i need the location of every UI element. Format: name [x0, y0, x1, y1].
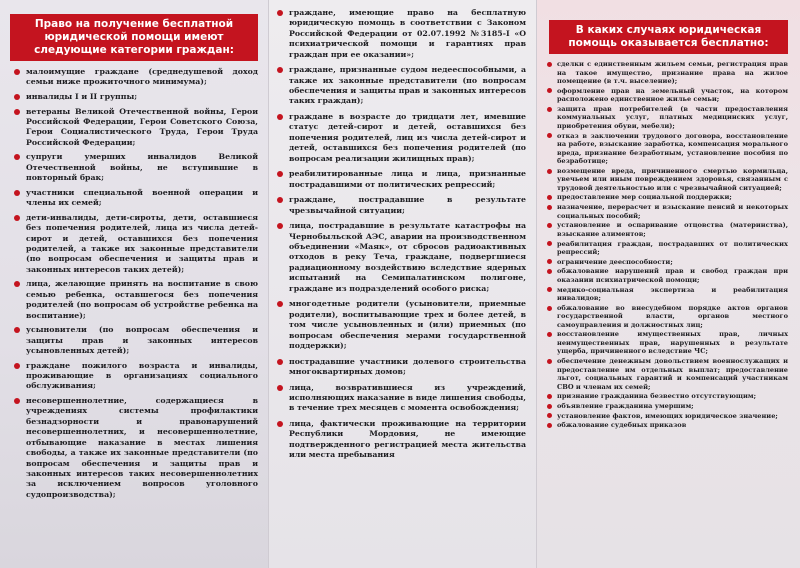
- list-item: восстановление имущественных прав, личных неимущественных прав, нарушенных в результате ущерба, причиненного вследствие ЧС;: [547, 330, 788, 356]
- list-item: пострадавшие участники долевого строительства многоквартирных домов;: [277, 357, 526, 378]
- bullet-icon: [277, 421, 283, 427]
- list-item: возмещение вреда, причиненного смертью кормильца, увечьем или иным повреждением здоровья, связанным с трудовой деятельностью или с чрезвычайной ситуацией;: [547, 167, 788, 193]
- list-item: предоставление мер социальной поддержки;: [547, 193, 788, 202]
- bullet-icon: [14, 363, 20, 369]
- bullet-icon: [547, 169, 552, 174]
- list-item: лица, пострадавшие в результате катастрофы на Чернобыльской АЭС, аварии на производственном объединении «Маяк», от сбросов радиоактивных отходов в реку Теча, граждане, подвергшиеся радиационному воздействию вследствие ядерных испытаний на Семипалатинском полигоне, граждане из подразделений особого риска;: [277, 221, 526, 294]
- list-item: усыновители (по вопросам обеспечения и защиты прав и законных интересов усыновленных детей);: [14, 325, 258, 356]
- list-item: реабилитация граждан, пострадавших от политических репрессий;: [547, 240, 788, 257]
- list-item: сделки с единственным жильем семьи, регистрация прав на такое имущество, признание права на жилое помещение (в т.ч. выселение);: [547, 60, 788, 86]
- list-item: граждане в возрасте до тридцати лет, имевшие статус детей-сирот и детей, оставшихся без попечения родителей, лиц из числа детей-сирот и детей, оставшихся без попечения родителей (по вопросам реализации жилищных прав);: [277, 112, 526, 164]
- bullet-icon: [547, 133, 552, 138]
- list-item: несовершеннолетние, содержащиеся в учреждениях системы профилактики безнадзорности и правонарушений несовершеннолетних, и несовершеннолетние, отбывающие наказание в местах лишения свободы, а также их законные представители (по вопросам обеспечения и защиты прав и законных интересов таких несовершеннолетних за исключением вопросов уголовного судопроизводства);: [14, 396, 258, 500]
- bullet-icon: [547, 241, 552, 246]
- list-item: многодетные родители (усыновители, приемные родители), воспитывающие трех и более детей, в том числе усыновленных и (или) приемных (по вопросам обеспечения мерами государственной поддержки);: [277, 299, 526, 351]
- bullet-icon: [277, 223, 283, 229]
- middle-column: [268, 0, 536, 568]
- bullet-icon: [277, 114, 283, 120]
- list-item: обжалование судебных приказов: [547, 421, 788, 430]
- bullet-icon: [547, 394, 552, 399]
- list-item: реабилитированные лица и лица, признанные пострадавшими от политических репрессий;: [277, 169, 526, 190]
- bullet-icon: [547, 332, 552, 337]
- list-item: ветераны Великой Отечественной войны, Герои Российской Федерации, Герои Советского Союза, Герои Социалистического Труда, Герои Труда Российской Федерации;: [14, 107, 258, 149]
- bullet-icon: [547, 259, 552, 264]
- eligible-categories-continued-list: [269, 0, 536, 461]
- list-item: лица, возвратившиеся из учреждений, исполняющих наказание в виде лишения свободы, в течение трех месяцев с момента освобождения;: [277, 383, 526, 414]
- bullet-icon: [547, 195, 552, 200]
- bullet-icon: [547, 306, 552, 311]
- right-header: В каких случаях юридическая помощь оказывается бесплатно:: [549, 20, 788, 54]
- bullet-icon: [277, 10, 283, 16]
- bullet-icon: [14, 215, 20, 221]
- bullet-icon: [547, 107, 552, 112]
- bullet-icon: [14, 69, 20, 75]
- bullet-icon: [14, 190, 20, 196]
- list-item: установление и оспаривание отцовства (материнства), взыскание алиментов;: [547, 221, 788, 238]
- list-item: оформление прав на земельный участок, на котором расположено единственное жилье семьи;: [547, 87, 788, 104]
- eligible-categories-list: [0, 67, 268, 500]
- bullet-icon: [547, 62, 552, 67]
- list-item: установление фактов, имеющих юридическое значение;: [547, 412, 788, 421]
- list-item: отказ в заключении трудового договора, восстановление на работе, взыскание заработка, компенсация морального вреда, признание безработным, установление пособия по безработице;: [547, 132, 788, 166]
- list-item: дети-инвалиды, дети-сироты, дети, оставшиеся без попечения родителей, лица из числа детей-сирот и детей, оставшихся без попечения родителей, а также их законные представители (по вопросам обеспечения и защиты прав и законных интересов таких детей);: [14, 213, 258, 275]
- list-item: обеспечение денежным довольствием военнослужащих и предоставление им отдельных выплат; предоставление льгот, социальных гарантий и компенсаций участникам СВО и членам их семей;: [547, 357, 788, 391]
- list-item: супруги умерших инвалидов Великой Отечественной войны, не вступившие в повторный брак;: [14, 152, 258, 183]
- bullet-icon: [547, 423, 552, 428]
- list-item: признание гражданина безвестно отсутствующим;: [547, 392, 788, 401]
- bullet-icon: [14, 327, 20, 333]
- bullet-icon: [277, 385, 283, 391]
- list-item: ограничение дееспособности;: [547, 258, 788, 267]
- list-item: лица, фактически проживающие на территории Республики Мордовия, не имеющие подтвержденного регистрацией места жительства или места пребывания: [277, 419, 526, 461]
- right-column: [536, 0, 800, 568]
- list-item: граждане, признанные судом недееспособными, а также их законные представители (по вопросам обеспечения и защиты прав и законных интересов таких граждан);: [277, 65, 526, 107]
- list-item: малоимущие граждане (среднедушевой доход семьи ниже прожиточного минимума);: [14, 67, 258, 88]
- bullet-icon: [277, 67, 283, 73]
- bullet-icon: [14, 281, 20, 287]
- list-item: граждане, имеющие право на бесплатную юридическую помощь в соответствии с Законом Российской Федерации от 02.07.1992 №3185-I «О психиатрической помощи и гарантиях прав граждан при ее оказании»;: [277, 8, 526, 60]
- list-item: лица, желающие принять на воспитание в свою семью ребенка, оставшегося без попечения родителей (по вопросам об устройстве ребенка на воспитание);: [14, 279, 258, 321]
- bullet-icon: [547, 223, 552, 228]
- list-item: обжалование нарушений прав и свобод граждан при оказании психиатрической помощи;: [547, 267, 788, 284]
- list-item: граждане пожилого возраста и инвалиды, проживающие в организациях социального обслуживания;: [14, 361, 258, 392]
- bullet-icon: [547, 205, 552, 210]
- bullet-icon: [547, 269, 552, 274]
- list-item: граждане, пострадавшие в результате чрезвычайной ситуации;: [277, 195, 526, 216]
- bullet-icon: [277, 301, 283, 307]
- free-aid-cases-list: [537, 60, 800, 430]
- list-item: обжалование во внесудебном порядке актов органов государственной власти, органов местного самоуправления и должностных лиц;: [547, 304, 788, 330]
- left-header: Право на получение бесплатной юридической помощи имеют следующие категории граждан:: [10, 14, 258, 61]
- bullet-icon: [14, 94, 20, 100]
- list-item: объявление гражданина умершим;: [547, 402, 788, 411]
- bullet-icon: [14, 109, 20, 115]
- bullet-icon: [14, 154, 20, 160]
- list-item: инвалиды I и II группы;: [14, 92, 258, 102]
- bullet-icon: [277, 359, 283, 365]
- bullet-icon: [547, 88, 552, 93]
- bullet-icon: [277, 197, 283, 203]
- bullet-icon: [547, 404, 552, 409]
- bullet-icon: [547, 287, 552, 292]
- list-item: медико-социальная экспертиза и реабилитация инвалидов;: [547, 286, 788, 303]
- list-item: участники специальной военной операции и члены их семей;: [14, 188, 258, 209]
- bullet-icon: [277, 171, 283, 177]
- bullet-icon: [547, 413, 552, 418]
- bullet-icon: [14, 398, 20, 404]
- bullet-icon: [547, 359, 552, 364]
- list-item: защита прав потребителей (в части предоставления коммунальных услуг, платных медицинских услуг, приобретения обуви, мебели);: [547, 105, 788, 131]
- left-column: [0, 0, 268, 568]
- list-item: назначение, перерасчет и взыскание пенсий и некоторых социальных пособий;: [547, 203, 788, 220]
